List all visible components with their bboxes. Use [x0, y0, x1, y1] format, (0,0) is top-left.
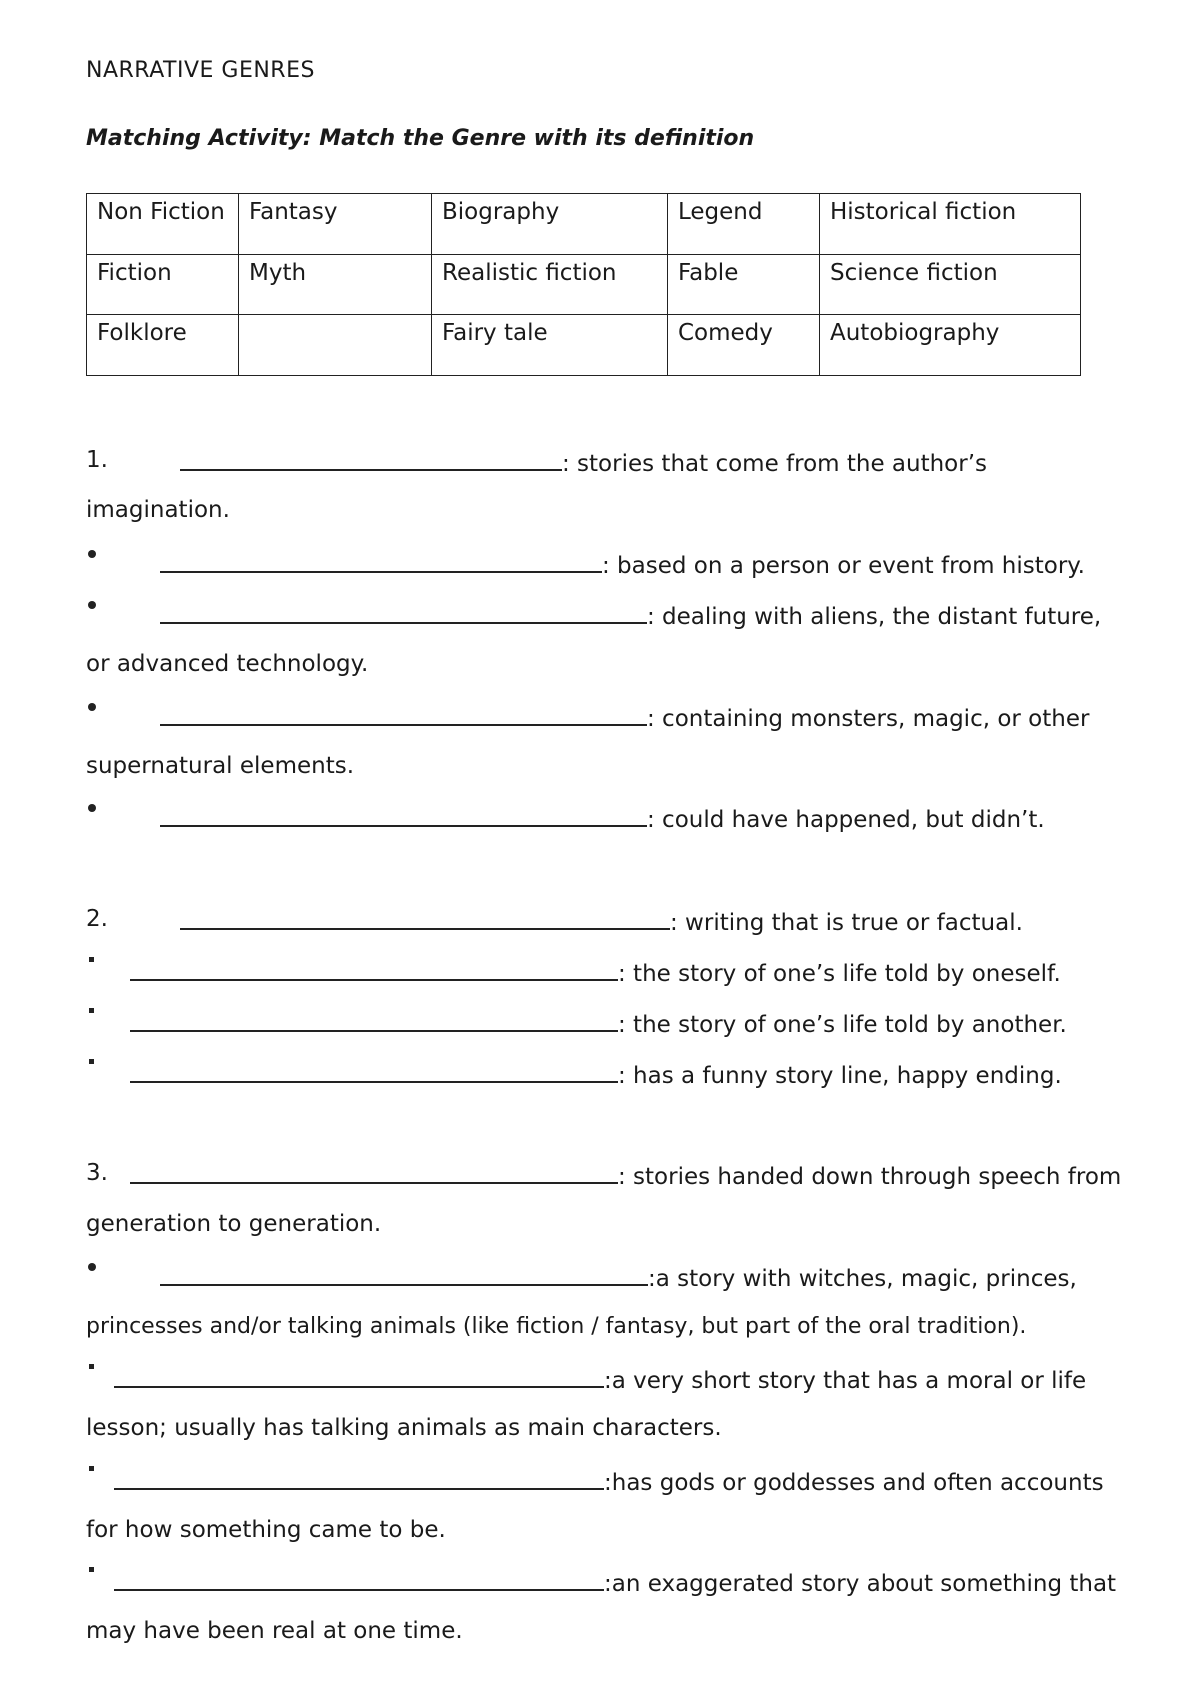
- definition-continuation: for how something came to be.: [86, 1517, 446, 1543]
- definition-text: : dealing with aliens, the distant future,: [647, 604, 1102, 630]
- bullet-icon: [89, 1008, 94, 1013]
- answer-blank[interactable]: [114, 1466, 604, 1490]
- definition-line: [114, 1364, 1086, 1394]
- definition-line: [130, 1008, 1067, 1038]
- definition-line: [160, 803, 1045, 833]
- definition-text: :a story with witches, magic, princes,: [648, 1266, 1077, 1292]
- genre-cell: Historical fiction: [820, 194, 1081, 255]
- definition-line: [130, 957, 1061, 987]
- bullet-icon: [88, 550, 96, 558]
- genre-table: [86, 193, 1081, 376]
- genre-cell: Folklore: [87, 315, 239, 376]
- genre-cell: Legend: [668, 194, 820, 255]
- activity-instructions: Matching Activity: Match the Genre with its definition: [86, 126, 755, 151]
- genre-cell: Non Fiction: [87, 194, 239, 255]
- bullet-icon: [89, 1364, 94, 1369]
- definition-line: [130, 1059, 1062, 1089]
- definition-continuation: may have been real at one time.: [86, 1618, 463, 1644]
- definition-text: : the story of one’s life told by another.: [618, 1012, 1067, 1038]
- definition-line: [180, 906, 1023, 936]
- answer-blank[interactable]: [130, 957, 618, 981]
- answer-blank[interactable]: [180, 447, 562, 471]
- answer-blank[interactable]: [160, 600, 647, 624]
- answer-blank[interactable]: [160, 1262, 648, 1286]
- genre-cell: Realistic fiction: [432, 254, 668, 315]
- section-number: 2.: [86, 906, 108, 932]
- definition-continuation: princesses and/or talking animals (like fiction / fantasy, but part of the oral tradition).: [86, 1314, 1027, 1339]
- section-number: 1.: [86, 447, 108, 473]
- definition-line: [160, 1262, 1077, 1292]
- answer-blank[interactable]: [160, 702, 647, 726]
- genre-cell: Comedy: [668, 315, 820, 376]
- definition-line: [160, 549, 1085, 579]
- definition-line: [114, 1567, 1116, 1597]
- bullet-icon: [88, 804, 96, 812]
- definition-text: : has a funny story line, happy ending.: [618, 1063, 1062, 1089]
- genre-cell: Fantasy: [239, 194, 432, 255]
- section-number: 3.: [86, 1160, 108, 1186]
- table-row: [87, 254, 1081, 315]
- bullet-icon: [88, 703, 96, 711]
- definition-text: : containing monsters, magic, or other: [647, 706, 1090, 732]
- answer-blank[interactable]: [130, 1059, 618, 1083]
- definition-continuation: or advanced technology.: [86, 651, 369, 677]
- genre-cell: Fable: [668, 254, 820, 315]
- bullet-icon: [89, 957, 94, 962]
- table-row: [87, 194, 1081, 255]
- definition-continuation: lesson; usually has talking animals as main characters.: [86, 1415, 722, 1441]
- definition-text: : stories handed down through speech from: [618, 1164, 1122, 1190]
- definition-continuation: generation to generation.: [86, 1211, 382, 1237]
- definition-text: : stories that come from the author’s: [562, 451, 988, 477]
- definition-text: : based on a person or event from history.: [602, 553, 1085, 579]
- definition-line: [160, 702, 1089, 732]
- answer-blank[interactable]: [114, 1567, 604, 1591]
- definition-text: :has gods or goddesses and often accounts: [604, 1470, 1104, 1496]
- genre-cell: Fairy tale: [432, 315, 668, 376]
- definition-continuation: supernatural elements.: [86, 753, 355, 779]
- genre-cell: Science fiction: [820, 254, 1081, 315]
- answer-blank[interactable]: [130, 1160, 618, 1184]
- genre-cell: Myth: [239, 254, 432, 315]
- answer-blank[interactable]: [114, 1364, 604, 1388]
- answer-blank[interactable]: [160, 549, 602, 573]
- definition-text: : could have happened, but didn’t.: [647, 807, 1045, 833]
- definition-continuation: imagination.: [86, 497, 230, 523]
- definition-text: : writing that is true or factual.: [670, 910, 1023, 936]
- answer-blank[interactable]: [130, 1008, 618, 1032]
- definition-text: :a very short story that has a moral or life: [604, 1368, 1087, 1394]
- genre-cell: Biography: [432, 194, 668, 255]
- genre-cell: [239, 315, 432, 376]
- definition-line: [114, 1466, 1104, 1496]
- genre-cell: Autobiography: [820, 315, 1081, 376]
- page-title: NARRATIVE GENRES: [86, 58, 315, 83]
- definition-text: :an exaggerated story about something that: [604, 1571, 1117, 1597]
- table-row: [87, 315, 1081, 376]
- answer-blank[interactable]: [180, 906, 670, 930]
- bullet-icon: [89, 1567, 94, 1572]
- genre-cell: Fiction: [87, 254, 239, 315]
- definition-text: : the story of one’s life told by oneself.: [618, 961, 1061, 987]
- bullet-icon: [89, 1059, 94, 1064]
- bullet-icon: [89, 1466, 94, 1471]
- bullet-icon: [88, 601, 96, 609]
- definition-line: [180, 447, 987, 477]
- bullet-icon: [88, 1263, 96, 1271]
- definition-line: [160, 600, 1101, 630]
- answer-blank[interactable]: [160, 803, 647, 827]
- definition-line: [130, 1160, 1121, 1190]
